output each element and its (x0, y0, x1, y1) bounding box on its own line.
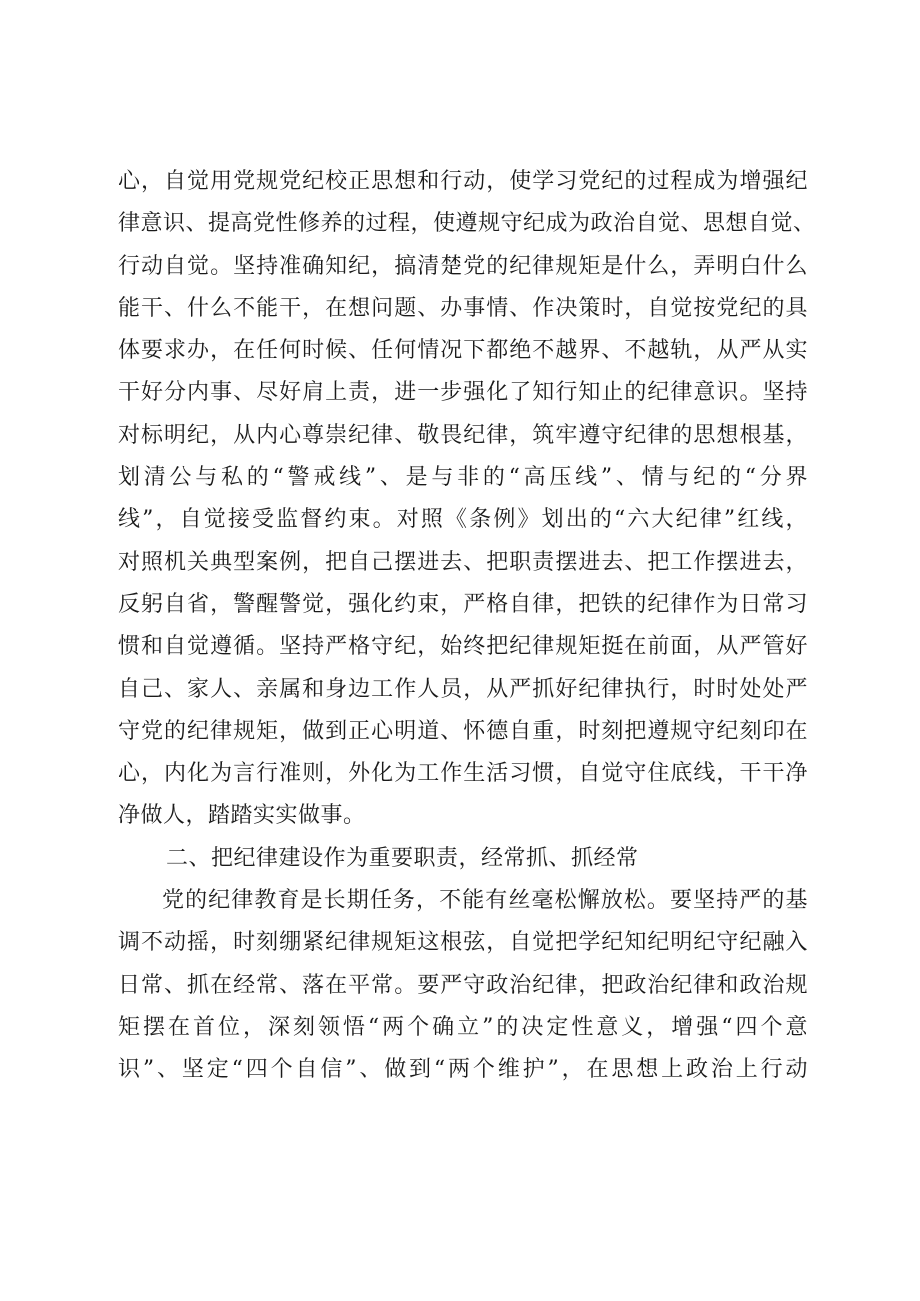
text-line: 划清公与私的“警戒线”、是与非的“高压线”、情与纪的“分界 (118, 465, 808, 491)
text-line: 律意识、提高党性修养的过程，使遵规守纪成为政治自觉、思想自觉、 (118, 211, 816, 237)
text-line: 守党的纪律规矩，做到正心明道、怀德自重，时刻把遵规守纪刻印在 (118, 718, 808, 744)
text-line: 心，自觉用党规党纪校正思想和行动，使学习党纪的过程成为增强纪 (118, 169, 808, 194)
text-line: 对照机关典型案例，把自己摆进去、把职责摆进去、把工作摆进去， (118, 549, 808, 575)
text-line: 体要求办，在任何时候、任何情况下都绝不越界、不越轨，从严从实 (118, 338, 808, 364)
text-line: 矩摆在首位，深刻领悟“两个确立”的决定性意义，增强“四个意 (118, 1014, 808, 1040)
text-line: 线”，自觉接受监督约束。对照《条例》划出的“六大纪律”红线， (118, 507, 808, 533)
paragraph-end-line: 净做人，踏踏实实做事。 (118, 803, 366, 829)
document-body (118, 161, 816, 1092)
text-line: 对标明纪，从内心尊崇纪律、敬畏纪律，筑牢遵守纪律的思想根基， (118, 422, 808, 448)
text-line: 能干、什么不能干，在想问题、办事情、作决策时，自觉按党纪的具 (118, 295, 808, 321)
text-line: 反躬自省，警醒警觉，强化约束，严格自律，把铁的纪律作为日常习 (118, 591, 808, 617)
text-line: 调不动摇，时刻绷紧纪律规矩这根弦，自觉把学纪知纪明纪守纪融入 (118, 930, 808, 956)
text-line: 干好分内事、尽好肩上责，进一步强化了知行知止的纪律意识。坚持 (118, 380, 808, 406)
text-line: 日常、抓在经常、落在平常。要严守政治纪律，把政治纪律和政治规 (118, 972, 808, 998)
text-line: 心，内化为言行准则，外化为工作生活习惯，自觉守住底线，干干净 (118, 761, 808, 787)
text-line: 识”、坚定“四个自信”、做到“两个维护”，在思想上政治上行动 (118, 1057, 808, 1083)
text-line: 行动自觉。坚持准确知纪，搞清楚党的纪律规矩是什么，弄明白什么 (118, 253, 808, 279)
text-line: 自己、家人、亲属和身边工作人员，从严抓好纪律执行，时时处处严 (118, 676, 808, 702)
text-line: 惯和自觉遵循。坚持严格守纪，始终把纪律规矩挺在前面，从严管好 (118, 634, 808, 660)
section-heading: 二、把纪律建设作为重要职责，经常抓、抓经常 (166, 845, 639, 871)
paragraph-first-line: 党的纪律教育是长期任务，不能有丝毫松懈放松。要坚持严的基 (162, 888, 808, 914)
